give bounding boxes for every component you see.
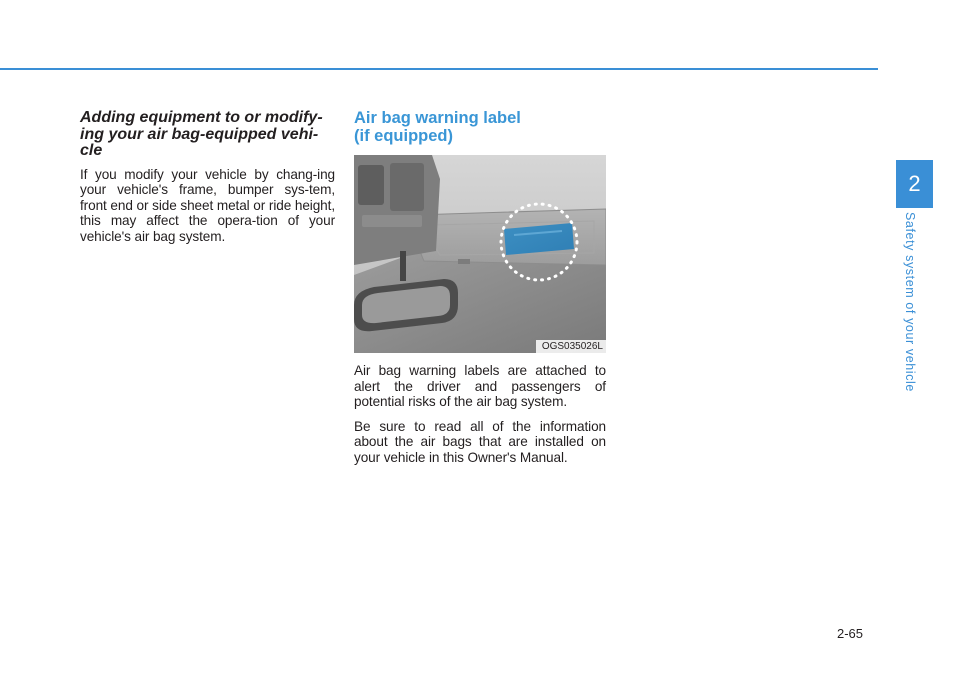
section-title-air-bag-warning-label xyxy=(354,110,606,145)
console-trim xyxy=(362,215,422,227)
chapter-tab: 2 xyxy=(896,160,933,208)
left-column xyxy=(80,110,335,253)
header-rule xyxy=(0,68,878,70)
chapter-title: Safety system of your vehicle xyxy=(903,212,917,392)
right-column xyxy=(354,110,606,475)
console-lamp-right xyxy=(390,163,424,211)
page-number: 2-65 xyxy=(837,626,864,641)
figure-sun-visor-label xyxy=(354,155,606,353)
subheading-adding-equipment: Adding equipment to or modify-ing your air bag-equipped vehi-cle xyxy=(80,109,323,159)
section-title-line-1: Air bag warning label xyxy=(354,109,521,127)
console-lamp-left xyxy=(358,165,384,205)
figure-code: OGS035026L xyxy=(536,340,606,353)
paragraph-modification-warning: If you modify your vehicle by chang-ing your vehicle's frame, bumper sys-tem, front end or side sheet metal or ride height, this may affect the opera-tion of your vehicle's air bag system. xyxy=(80,166,335,244)
section-title-line-2: (if equipped) xyxy=(354,126,453,145)
paragraph-read-manual: Be sure to read all of the information about the air bags that are installed on your vehicle in this Owner's Manual. xyxy=(354,418,606,465)
visor-clip xyxy=(458,259,470,264)
paragraph-labels-attached: Air bag warning labels are attached to alert the driver and passengers of potential risks of the air bag system. xyxy=(354,363,606,410)
mirror-stem xyxy=(400,251,406,281)
sun-visor-illustration xyxy=(354,155,606,353)
